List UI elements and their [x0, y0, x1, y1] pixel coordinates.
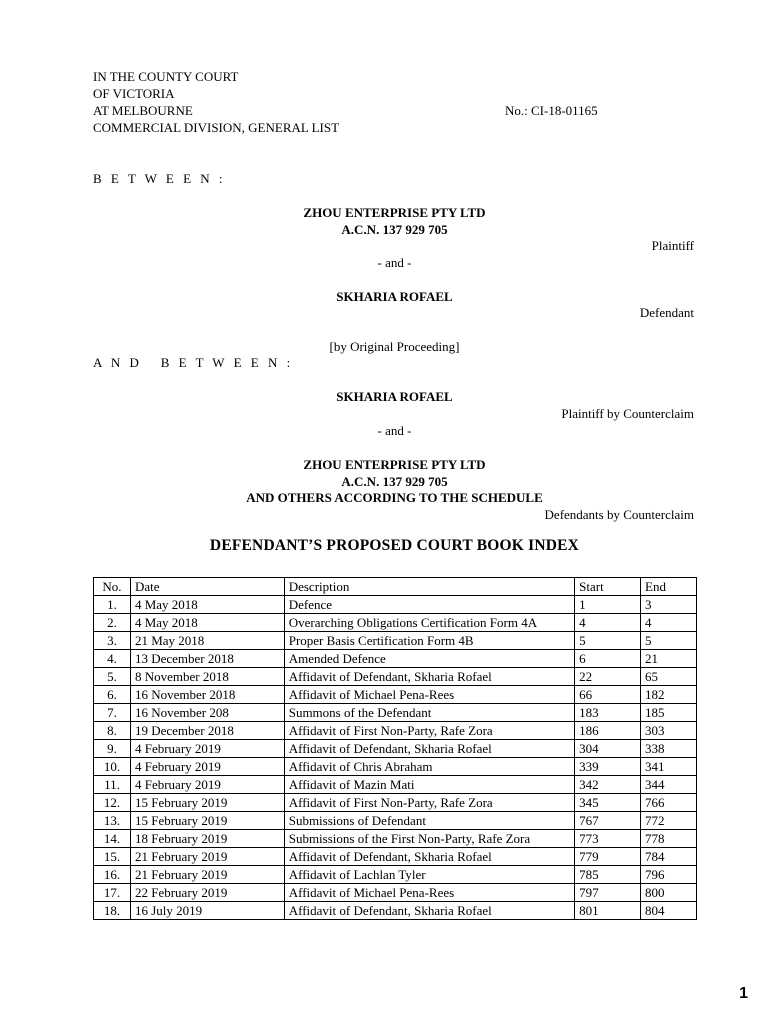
table-cell: Summons of the Defendant: [284, 704, 574, 722]
table-cell: 182: [641, 686, 697, 704]
table-cell: 3.: [94, 632, 131, 650]
table-cell: 21 February 2019: [130, 848, 284, 866]
table-row: [94, 794, 697, 812]
table-cell: 22 February 2019: [130, 884, 284, 902]
and-separator: - and -: [377, 423, 412, 438]
table-cell: 14.: [94, 830, 131, 848]
table-cell: 21 May 2018: [130, 632, 284, 650]
table-cell: Proper Basis Certification Form 4B: [284, 632, 574, 650]
table-row: [94, 596, 697, 614]
table-cell: 772: [641, 812, 697, 830]
column-header: End: [641, 578, 697, 596]
table-cell: 6.: [94, 686, 131, 704]
original-proceeding-note: [by Original Proceeding]: [329, 339, 460, 354]
counter-defendant-role: Defendants by Counterclaim: [544, 507, 694, 522]
table-cell: 17.: [94, 884, 131, 902]
table-cell: 345: [575, 794, 641, 812]
table-cell: 66: [575, 686, 641, 704]
table-cell: 11.: [94, 776, 131, 794]
counter-plaintiff-role: Plaintiff by Counterclaim: [561, 406, 694, 421]
table-row: [94, 758, 697, 776]
table-row: [94, 884, 697, 902]
between-label: B E T W E E N :: [93, 171, 226, 186]
table-cell: Affidavit of Defendant, Skharia Rofael: [284, 848, 574, 866]
table-cell: 19 December 2018: [130, 722, 284, 740]
table-cell: Affidavit of Michael Pena-Rees: [284, 686, 574, 704]
table-cell: Submissions of Defendant: [284, 812, 574, 830]
table-cell: 342: [575, 776, 641, 794]
counter-defendant-acn: A.C.N. 137 929 705: [341, 474, 448, 489]
table-cell: 303: [641, 722, 697, 740]
court-line: COMMERCIAL DIVISION, GENERAL LIST: [93, 120, 340, 135]
table-cell: 15.: [94, 848, 131, 866]
table-cell: 4 February 2019: [130, 758, 284, 776]
table-cell: 4 February 2019: [130, 740, 284, 758]
table-cell: Submissions of the First Non-Party, Rafe Zora: [284, 830, 574, 848]
table-cell: 183: [575, 704, 641, 722]
table-cell: 186: [575, 722, 641, 740]
counter-defendant-others: AND OTHERS ACCORDING TO THE SCHEDULE: [246, 490, 543, 505]
table-cell: 15 February 2019: [130, 794, 284, 812]
court-line: AT MELBOURNE: [93, 103, 193, 118]
table-cell: 796: [641, 866, 697, 884]
table-cell: 18.: [94, 902, 131, 920]
column-header: Description: [284, 578, 574, 596]
page-number: 1: [739, 985, 748, 1002]
table-row: [94, 866, 697, 884]
table-row: [94, 812, 697, 830]
table-cell: Affidavit of Michael Pena-Rees: [284, 884, 574, 902]
table-cell: 16 November 208: [130, 704, 284, 722]
defendant-role: Defendant: [639, 305, 694, 320]
table-cell: Amended Defence: [284, 650, 574, 668]
table-cell: 22: [575, 668, 641, 686]
table-cell: 16 July 2019: [130, 902, 284, 920]
table-cell: 785: [575, 866, 641, 884]
table-row: [94, 902, 697, 920]
table-cell: Affidavit of Lachlan Tyler: [284, 866, 574, 884]
table-cell: 15 February 2019: [130, 812, 284, 830]
plaintiff-role: Plaintiff: [651, 238, 694, 253]
counter-plaintiff-name: SKHARIA ROFAEL: [336, 389, 453, 404]
table-cell: 341: [641, 758, 697, 776]
table-cell: 18 February 2019: [130, 830, 284, 848]
table-row: [94, 650, 697, 668]
table-cell: Affidavit of Defendant, Skharia Rofael: [284, 740, 574, 758]
column-header: No.: [94, 578, 131, 596]
table-cell: 4 February 2019: [130, 776, 284, 794]
table-cell: Affidavit of Mazin Mati: [284, 776, 574, 794]
table-row: [94, 614, 697, 632]
table-cell: 16.: [94, 866, 131, 884]
table-cell: 4.: [94, 650, 131, 668]
table-cell: 767: [575, 812, 641, 830]
table-row: [94, 848, 697, 866]
table-row: [94, 830, 697, 848]
table-cell: Overarching Obligations Certification Form 4A: [284, 614, 574, 632]
table-cell: 6: [575, 650, 641, 668]
court-line: OF VICTORIA: [93, 86, 175, 101]
table-cell: 4 May 2018: [130, 614, 284, 632]
and-between-label: A N D B E T W E E N :: [93, 355, 294, 370]
table-cell: 1: [575, 596, 641, 614]
table-cell: Affidavit of Chris Abraham: [284, 758, 574, 776]
plaintiff-name: ZHOU ENTERPRISE PTY LTD: [303, 205, 486, 220]
table-cell: 12.: [94, 794, 131, 812]
table-cell: 779: [575, 848, 641, 866]
plaintiff-acn: A.C.N. 137 929 705: [341, 222, 448, 237]
table-row: [94, 668, 697, 686]
table-cell: Affidavit of Defendant, Skharia Rofael: [284, 902, 574, 920]
counter-defendant-name: ZHOU ENTERPRISE PTY LTD: [303, 457, 486, 472]
table-cell: 304: [575, 740, 641, 758]
defendant-name: SKHARIA ROFAEL: [336, 289, 453, 304]
table-cell: 65: [641, 668, 697, 686]
table-cell: 800: [641, 884, 697, 902]
table-cell: 344: [641, 776, 697, 794]
table-cell: 797: [575, 884, 641, 902]
table-row: [94, 722, 697, 740]
table-cell: 5: [575, 632, 641, 650]
table-cell: 1.: [94, 596, 131, 614]
court-heading: [93, 68, 339, 136]
table-cell: 338: [641, 740, 697, 758]
court-book-index-table: [93, 577, 697, 920]
table-row: [94, 740, 697, 758]
table-cell: 9.: [94, 740, 131, 758]
table-row: [94, 632, 697, 650]
and-separator: - and -: [377, 255, 412, 270]
table-cell: 185: [641, 704, 697, 722]
table-cell: 7.: [94, 704, 131, 722]
table-cell: 773: [575, 830, 641, 848]
table-cell: 339: [575, 758, 641, 776]
table-cell: 801: [575, 902, 641, 920]
table-cell: 804: [641, 902, 697, 920]
table-cell: 778: [641, 830, 697, 848]
table-cell: 4 May 2018: [130, 596, 284, 614]
table-cell: 8 November 2018: [130, 668, 284, 686]
table-cell: Affidavit of First Non-Party, Rafe Zora: [284, 722, 574, 740]
table-body: [94, 596, 697, 920]
court-line: IN THE COUNTY COURT: [93, 69, 239, 84]
table-cell: 4: [641, 614, 697, 632]
table-cell: 16 November 2018: [130, 686, 284, 704]
table-cell: 21: [641, 650, 697, 668]
case-number: No.: CI-18-01165: [505, 103, 598, 118]
table-row: [94, 704, 697, 722]
table-cell: 10.: [94, 758, 131, 776]
table-cell: Defence: [284, 596, 574, 614]
table-cell: 13.: [94, 812, 131, 830]
table-cell: 5.: [94, 668, 131, 686]
table-cell: Affidavit of First Non-Party, Rafe Zora: [284, 794, 574, 812]
column-header: Start: [575, 578, 641, 596]
table-cell: 3: [641, 596, 697, 614]
table-cell: 13 December 2018: [130, 650, 284, 668]
table-cell: 766: [641, 794, 697, 812]
table-cell: 2.: [94, 614, 131, 632]
table-header-row: [94, 578, 697, 596]
table-cell: 784: [641, 848, 697, 866]
table-cell: 8.: [94, 722, 131, 740]
index-title: DEFENDANT’S PROPOSED COURT BOOK INDEX: [209, 537, 580, 554]
column-header: Date: [130, 578, 284, 596]
table-cell: 5: [641, 632, 697, 650]
table-row: [94, 686, 697, 704]
table-cell: 21 February 2019: [130, 866, 284, 884]
table-cell: 4: [575, 614, 641, 632]
table-cell: Affidavit of Defendant, Skharia Rofael: [284, 668, 574, 686]
table-row: [94, 776, 697, 794]
